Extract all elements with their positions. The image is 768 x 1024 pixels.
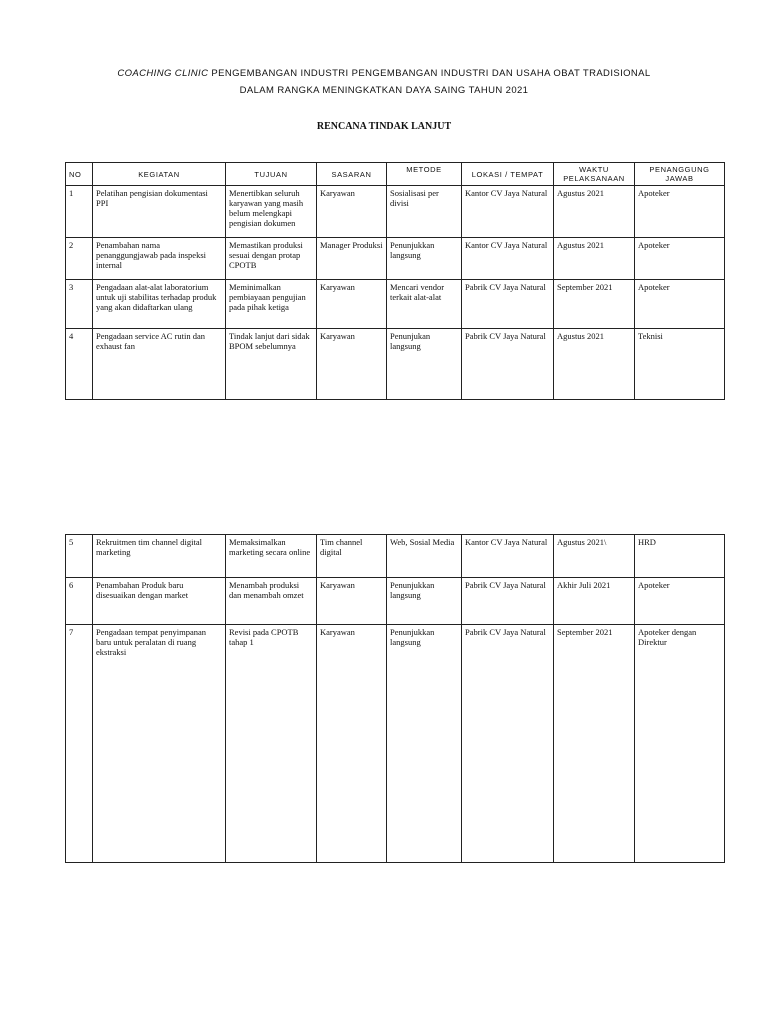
cell-kegiatan: Pengadaan tempat penyimpanan baru untuk peralatan di ruang ekstraksi — [93, 625, 226, 863]
cell-kegiatan: Penambahan nama penanggungjawab pada inspeksi internal — [93, 238, 226, 280]
header-line-1-text: PENGEMBANGAN INDUSTRI PENGEMBANGAN INDUSTRI DAN USAHA OBAT TRADISIONAL — [208, 68, 651, 79]
cell-sasaran: Karyawan — [317, 625, 387, 863]
table-row — [66, 186, 725, 238]
cell-lokasi: Pabrik CV Jaya Natural — [462, 578, 554, 625]
cell-metode: Penunjukan langsung — [387, 329, 462, 400]
cell-no: 7 — [66, 625, 93, 863]
cell-tujuan: Memastikan produksi sesuai dengan protap CPOTB — [226, 238, 317, 280]
cell-metode: Penunjukkan langsung — [387, 238, 462, 280]
cell-lokasi: Pabrik CV Jaya Natural — [462, 280, 554, 329]
cell-waktu: Agustus 2021 — [554, 329, 635, 400]
cell-metode: Sosialisasi per divisi — [387, 186, 462, 238]
cell-no: 4 — [66, 329, 93, 400]
cell-penanggung-jawab: Apoteker — [635, 186, 725, 238]
action-plan-table-page-1 — [65, 162, 725, 400]
cell-lokasi: Kantor CV Jaya Natural — [462, 186, 554, 238]
cell-metode: Web, Sosial Media — [387, 535, 462, 578]
cell-tujuan: Revisi pada CPOTB tahap 1 — [226, 625, 317, 863]
cell-waktu: Agustus 2021 — [554, 238, 635, 280]
cell-waktu: Akhir Juli 2021 — [554, 578, 635, 625]
cell-sasaran: Karyawan — [317, 186, 387, 238]
cell-kegiatan: Pengadaan alat-alat laboratorium untuk uji stabilitas terhadap produk yang akan didaftarkan ulang — [93, 280, 226, 329]
cell-no: 6 — [66, 578, 93, 625]
action-plan-table-page-2 — [65, 534, 725, 863]
cell-tujuan: Memaksimalkan marketing secara online — [226, 535, 317, 578]
col-header-metode: METODE — [387, 163, 462, 186]
document-header-line-2: DALAM RANGKA MENINGKATKAN DAYA SAING TAHUN 2021 — [239, 85, 529, 96]
cell-tujuan: Tindak lanjut dari sidak BPOM sebelumnya — [226, 329, 317, 400]
cell-no: 1 — [66, 186, 93, 238]
cell-penanggung-jawab: Apoteker — [635, 280, 725, 329]
table-row — [66, 238, 725, 280]
document-title: RENCANA TINDAK LANJUT — [316, 121, 452, 132]
cell-waktu: Agustus 2021 — [554, 186, 635, 238]
cell-kegiatan: Pelatihan pengisian dokumentasi PPI — [93, 186, 226, 238]
cell-metode: Penunjukkan langsung — [387, 625, 462, 863]
cell-kegiatan: Penambahan Produk baru disesuaikan dengan market — [93, 578, 226, 625]
col-header-sasaran: SASARAN — [317, 163, 387, 186]
cell-lokasi: Pabrik CV Jaya Natural — [462, 329, 554, 400]
cell-lokasi: Kantor CV Jaya Natural — [462, 535, 554, 578]
table-row — [66, 625, 725, 863]
cell-tujuan: Menertibkan seluruh karyawan yang masih belum melengkapi pengisian dokumen — [226, 186, 317, 238]
cell-tujuan: Meminimalkan pembiayaan pengujian pada pihak ketiga — [226, 280, 317, 329]
cell-metode: Mencari vendor terkait alat-alat — [387, 280, 462, 329]
cell-waktu: Agustus 2021\ — [554, 535, 635, 578]
col-header-penanggung-jawab: PENANGGUNG JAWAB — [635, 163, 725, 186]
header-italic-term: COACHING CLINIC — [117, 68, 209, 79]
table-row — [66, 329, 725, 400]
cell-lokasi: Kantor CV Jaya Natural — [462, 238, 554, 280]
table-row — [66, 280, 725, 329]
cell-tujuan: Menambah produksi dan menambah omzet — [226, 578, 317, 625]
cell-penanggung-jawab: Apoteker — [635, 238, 725, 280]
col-header-no: NO — [66, 163, 93, 186]
table-row — [66, 535, 725, 578]
cell-waktu: September 2021 — [554, 625, 635, 863]
col-header-waktu: WAKTU PELAKSANAAN — [554, 163, 635, 186]
col-header-lokasi: LOKASI / TEMPAT — [462, 163, 554, 186]
cell-no: 3 — [66, 280, 93, 329]
cell-penanggung-jawab: Teknisi — [635, 329, 725, 400]
document-header-line-1 — [0, 68, 768, 79]
cell-sasaran: Karyawan — [317, 578, 387, 625]
table-row — [66, 578, 725, 625]
cell-no: 5 — [66, 535, 93, 578]
cell-metode: Penunjukkan langsung — [387, 578, 462, 625]
cell-penanggung-jawab: HRD — [635, 535, 725, 578]
cell-waktu: September 2021 — [554, 280, 635, 329]
table-header-row — [66, 163, 725, 186]
cell-sasaran: Tim channel digital — [317, 535, 387, 578]
cell-kegiatan: Pengadaan service AC rutin dan exhaust fan — [93, 329, 226, 400]
cell-penanggung-jawab: Apoteker dengan Direktur — [635, 625, 725, 863]
cell-sasaran: Manager Produksi — [317, 238, 387, 280]
cell-sasaran: Karyawan — [317, 329, 387, 400]
col-header-tujuan: TUJUAN — [226, 163, 317, 186]
cell-no: 2 — [66, 238, 93, 280]
col-header-kegiatan: KEGIATAN — [93, 163, 226, 186]
cell-sasaran: Karyawan — [317, 280, 387, 329]
cell-penanggung-jawab: Apoteker — [635, 578, 725, 625]
cell-lokasi: Pabrik CV Jaya Natural — [462, 625, 554, 863]
cell-kegiatan: Rekruitmen tim channel digital marketing — [93, 535, 226, 578]
